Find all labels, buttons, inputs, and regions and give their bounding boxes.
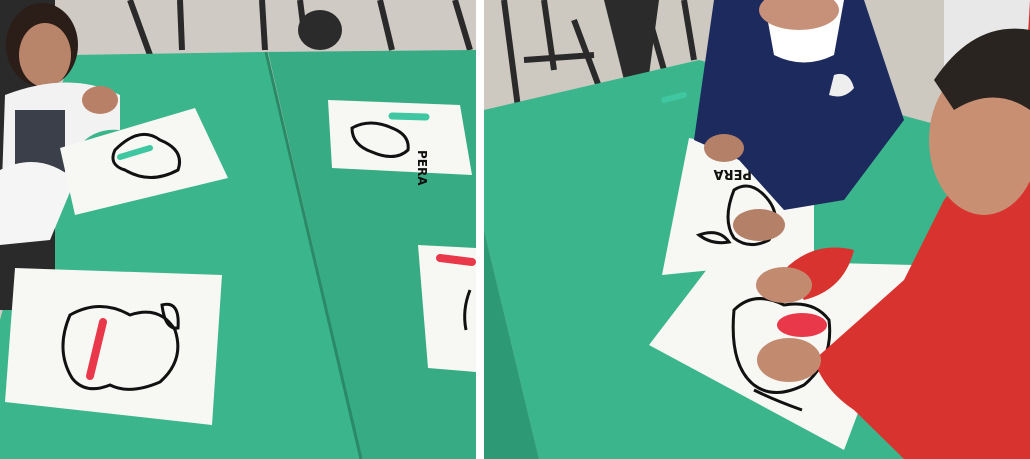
- paper-text-left: PERA: [415, 150, 429, 186]
- photo-right: [484, 0, 1030, 459]
- paper-apple-1: [5, 268, 222, 425]
- paper-text-right: PERA: [713, 166, 752, 181]
- photo-right-scene: [484, 0, 1030, 459]
- photo-left: [0, 0, 476, 459]
- photo-left-scene: [0, 0, 476, 459]
- shoe: [298, 10, 342, 50]
- clay-green-2: [392, 116, 426, 117]
- clay-red-2: [440, 258, 472, 262]
- paper-pear-2: [328, 100, 472, 175]
- clay-red-3: [777, 313, 827, 337]
